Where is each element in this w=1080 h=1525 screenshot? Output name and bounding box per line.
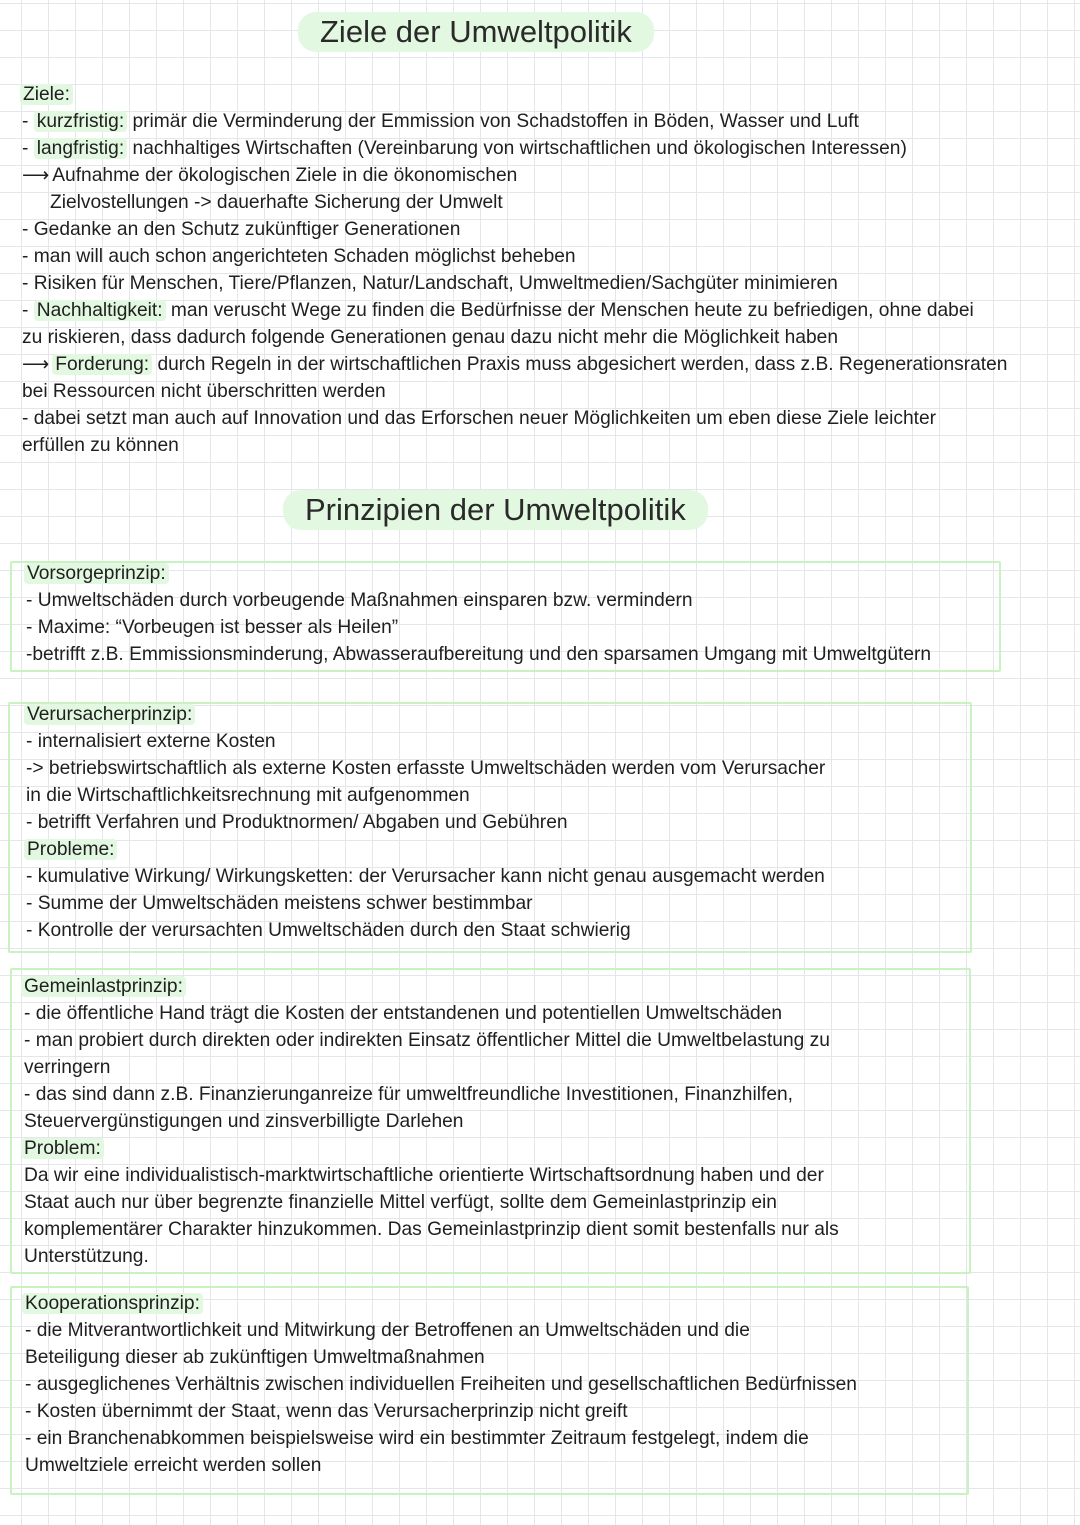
- section-title: Prinzipien der Umweltpolitik: [283, 490, 708, 530]
- vorsorge-line: - Umweltschäden durch vorbeugende Maßnahmen einsparen bzw. vermindern: [26, 590, 693, 611]
- gemeinlast-problem-text: Staat auch nur über begrenzte finanzielle Mittel verfügt, sollte dem Gemeinlastprinzip ein: [24, 1192, 777, 1213]
- sustainability-label: Nachhaltigkeit:: [34, 300, 166, 321]
- long-term-label: langfristig:: [34, 138, 127, 159]
- verursacher-line: in die Wirtschaftlichkeitsrechnung mit aufgenommen: [26, 785, 470, 806]
- goals-damage: - man will auch schon angerichteten Schaden möglichst beheben: [22, 246, 576, 267]
- verursacher-line: - internalisiert externe Kosten: [26, 731, 276, 752]
- goals-sustainability: - Nachhaltigkeit: man veruscht Wege zu finden die Bedürfnisse der Menschen heute zu befriedigen, ohne dabei: [22, 300, 974, 321]
- kooperation-line: - ein Branchenabkommen beispielsweise wird ein bestimmter Zeitraum festgelegt, indem die: [25, 1428, 809, 1449]
- page-title: Ziele der Umweltpolitik: [298, 12, 654, 52]
- goals-sustainability-cont: zu riskieren, dass dadurch folgende Generationen genau dazu nicht mehr die Möglichkeit haben: [22, 327, 838, 348]
- goals-arrow-line: ⟶ Aufnahme der ökologischen Ziele in die ökonomischen: [22, 165, 518, 186]
- verursacher-problem: - Summe der Umweltschäden meistens schwer bestimmbar: [26, 893, 533, 914]
- verursacher-problem: - kumulative Wirkung/ Wirkungsketten: der Verursacher kann nicht genau ausgemacht werden: [26, 866, 825, 887]
- goals-heading: Ziele:: [20, 81, 73, 108]
- gemeinlast-problem-text: Unterstützung.: [24, 1246, 149, 1267]
- goals-risks: - Risiken für Menschen, Tiere/Pflanzen, Natur/Landschaft, Umweltmedien/Sachgüter minimieren: [22, 273, 838, 294]
- goals-innovation-cont: erfüllen zu können: [22, 435, 179, 456]
- gemeinlast-problem-text: komplementärer Charakter hinzukommen. Das Gemeinlastprinzip dient somit bestenfalls nur als: [24, 1219, 839, 1240]
- kooperation-line: Umweltziele erreicht werden sollen: [25, 1455, 322, 1476]
- gemeinlast-line: - man probiert durch direkten oder indirekten Einsatz öffentlicher Mittel die Umweltbelastung zu: [24, 1030, 830, 1051]
- verursacher-heading: Verursacherprinzip:: [24, 701, 195, 728]
- goals-arrow-line-cont: Zielvostellungen -> dauerhafte Sicherung der Umwelt: [50, 192, 503, 213]
- verursacher-line: -> betriebswirtschaftlich als externe Kosten erfasste Umweltschäden werden vom Verursacher: [26, 758, 826, 779]
- goals-generations: - Gedanke an den Schutz zukünftiger Generationen: [22, 219, 461, 240]
- right-arrow-icon: ⟶: [22, 354, 50, 375]
- goals-long-term: - langfristig: nachhaltiges Wirtschaften (Vereinbarung von wirtschaftlichen und ökologischen Interessen): [22, 138, 907, 159]
- gemeinlast-line: verringern: [24, 1057, 111, 1078]
- goals-short-term: - kurzfristig: primär die Verminderung der Emmission von Schadstoffen in Böden, Wasser und Luft: [22, 111, 859, 132]
- gemeinlast-problem-text: Da wir eine individualistisch-marktwirtschaftliche orientierte Wirtschaftsordnung haben und der: [24, 1165, 824, 1186]
- verursacher-problems-heading: Probleme:: [24, 836, 117, 863]
- verursacher-line: - betrifft Verfahren und Produktnormen/ Abgaben und Gebühren: [26, 812, 568, 833]
- kooperation-line: - ausgeglichenes Verhältnis zwischen individuellen Freiheiten und gesellschaftlichen Bedürfnissen: [25, 1374, 857, 1395]
- kooperation-line: - die Mitverantwortlichkeit und Mitwirkung der Betroffenen an Umweltschäden und die: [25, 1320, 750, 1341]
- vorsorge-heading: Vorsorgeprinzip:: [24, 560, 169, 587]
- goals-innovation: - dabei setzt man auch auf Innovation und das Erforschen neuer Möglichkeiten um eben diese Ziele leichter: [22, 408, 937, 429]
- gemeinlast-heading: Gemeinlastprinzip:: [21, 973, 186, 1000]
- gemeinlast-line: - das sind dann z.B. Finanzierunganreize für umweltfreundliche Investitionen, Finanzhilfen,: [24, 1084, 793, 1105]
- gemeinlast-problem-heading: Problem:: [21, 1135, 104, 1162]
- goals-demand: ⟶ Forderung: durch Regeln in der wirtschaftlichen Praxis muss abgesichert werden, dass z.B. Regenerationsraten: [22, 354, 1008, 375]
- vorsorge-line: -betrifft z.B. Emmissionsminderung, Abwasseraufbereitung und den sparsamen Umgang mit Umweltgütern: [26, 644, 932, 665]
- kooperation-line: Beteiligung dieser ab zukünftigen Umweltmaßnahmen: [25, 1347, 485, 1368]
- vorsorge-line: - Maxime: “Vorbeugen ist besser als Heilen”: [26, 617, 399, 638]
- verursacher-problem: - Kontrolle der verursachten Umweltschäden durch den Staat schwierig: [26, 920, 631, 941]
- demand-label: Forderung:: [52, 354, 152, 375]
- right-arrow-icon: ⟶: [22, 165, 50, 186]
- goals-demand-cont: bei Ressourcen nicht überschritten werden: [22, 381, 386, 402]
- gemeinlast-line: Steuervergünstigungen und zinsverbilligte Darlehen: [24, 1111, 464, 1132]
- kooperation-heading: Kooperationsprinzip:: [22, 1290, 203, 1317]
- gemeinlast-line: - die öffentliche Hand trägt die Kosten der entstandenen und potentiellen Umweltschäden: [24, 1003, 783, 1024]
- kooperation-line: - Kosten übernimmt der Staat, wenn das Verursacherprinzip nicht greift: [25, 1401, 628, 1422]
- short-term-label: kurzfristig:: [34, 111, 127, 132]
